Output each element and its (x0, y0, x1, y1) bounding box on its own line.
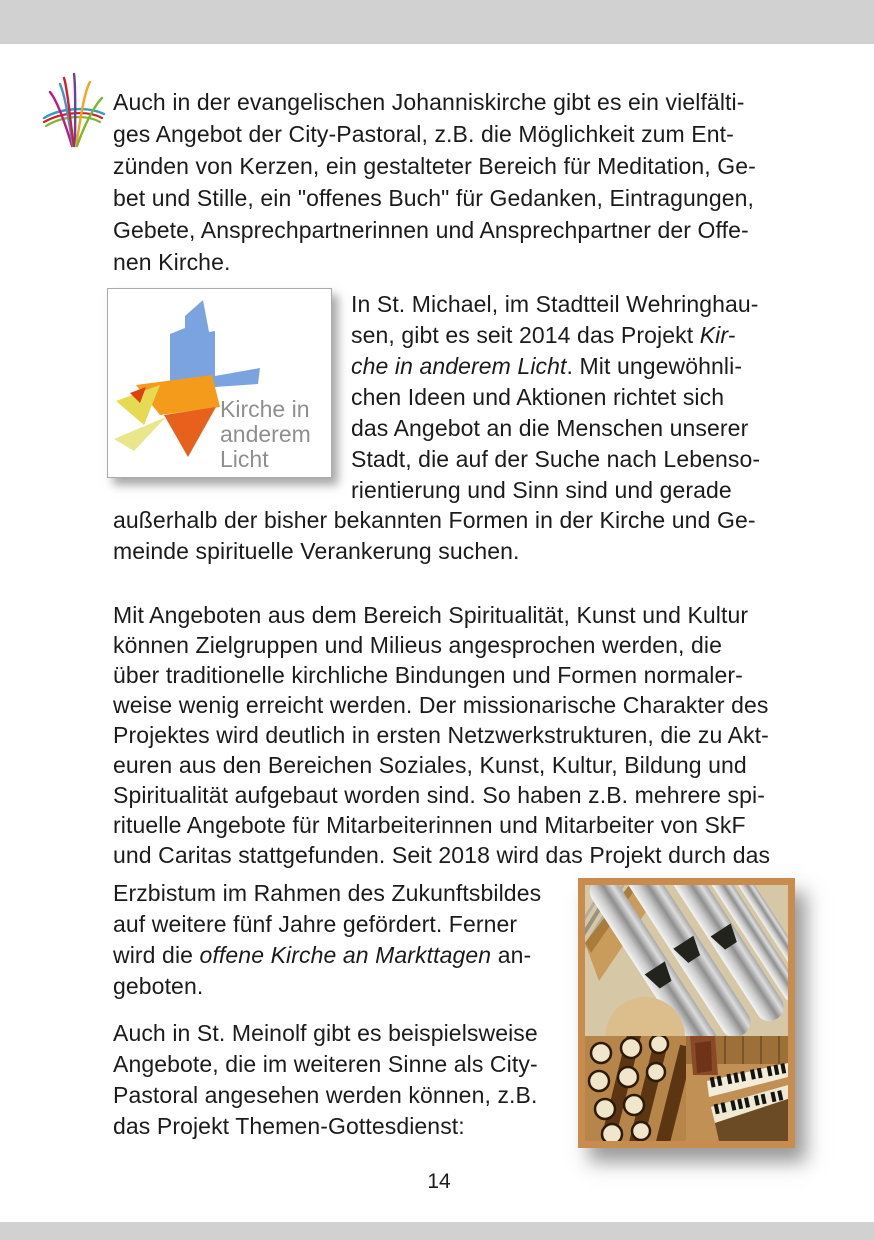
text-line: geboten. (113, 973, 204, 999)
italic-text: che in anderem Licht (351, 353, 567, 379)
bottom-margin-bar (0, 1222, 874, 1240)
text-line: In St. Michael, im Stadtteil Wehringhau- (351, 291, 759, 317)
paragraph-st-michael-beside-image (351, 289, 760, 506)
top-margin-bar (0, 0, 874, 44)
text-line: Stadt, die auf der Suche nach Lebenso- (351, 446, 761, 472)
kirche-caption-line: Kirche in (220, 396, 310, 422)
paragraph-st-meinolf (113, 1018, 538, 1142)
text-line: können Zielgruppen und Milieus angesprochen werden, die (113, 632, 723, 658)
colorful-arcs-cross-icon (42, 72, 108, 152)
text-segment: wird die (113, 942, 200, 968)
text-line: bet und Stille, ein "offenes Buch" für Gedanken, Eintragungen, (113, 185, 754, 211)
text-line: Mit Angeboten aus dem Bereich Spiritualität, Kunst und Kultur (113, 602, 749, 628)
text-line: auf weitere fünf Jahre gefördert. Ferner (113, 911, 518, 937)
paragraph-johanniskirche (113, 86, 756, 278)
pale-yellow-shape (114, 417, 166, 451)
deep-orange-shape (164, 407, 216, 457)
text-line: euren aus den Bereichen Soziales, Kunst, Kultur, Bildung und (113, 752, 747, 778)
text-segment: . Mit ungewöhnli- (566, 353, 743, 379)
kirche-in-anderem-licht-image (107, 288, 332, 478)
text-line: nen Kirche. (113, 249, 231, 275)
text-line: Angebote, die im weiteren Sinne als City- (113, 1051, 538, 1077)
kirche-caption-line: Licht (220, 446, 269, 472)
text-line: Pastoral angesehen werden können, z.B. (113, 1082, 538, 1108)
text-line: das Projekt Themen-Gottesdienst: (113, 1113, 465, 1139)
text-line: Erzbistum im Rahmen des Zukunftsbildes (113, 880, 542, 906)
organ-collage-image (578, 878, 795, 1148)
text-line: über traditionelle kirchliche Bindungen und Formen normaler- (113, 662, 743, 688)
organ-stop-knobs-photo (585, 1032, 694, 1141)
text-line: das Angebot an die Menschen unserer (351, 415, 749, 441)
paragraph-st-michael-full-width (113, 505, 756, 567)
text-line: Auch in St. Meinolf gibt es beispielsweise (113, 1020, 538, 1046)
text-line (113, 940, 541, 971)
text-line: chen Ideen und Aktionen richtet sich (351, 384, 725, 410)
text-line (351, 320, 760, 351)
italic-text: offene Kirche an Markttagen (199, 942, 492, 968)
text-segment: sen, gibt es seit 2014 das Projekt (351, 322, 700, 348)
kirche-caption-line: anderem (220, 421, 311, 447)
text-line: rituelle Angebote für Mitarbeiterinnen und Mitarbeiter von SkF (113, 812, 746, 838)
paragraph-angebote-full-width (113, 600, 770, 870)
text-line: ges Angebot der City-Pastoral, z.B. die Möglichkeit zum Ent- (113, 121, 734, 147)
text-line: Spiritualität aufgebaut worden sind. So haben z.B. mehrere spi- (113, 782, 765, 808)
text-line: Projektes wird deutlich in ersten Netzwerkstrukturen, die zu Akt- (113, 722, 769, 748)
text-line: Gebete, Ansprechpartnerinnen und Ansprechpartner der Offe- (113, 217, 749, 243)
text-line: außerhalb der bisher bekannten Formen in der Kirche und Ge- (113, 507, 756, 533)
text-line (351, 351, 760, 382)
text-line: meinde spirituelle Verankerung suchen. (113, 538, 520, 564)
text-line: weise wenig erreicht werden. Der missionarische Charakter des (113, 692, 769, 718)
text-line: zünden von Kerzen, ein gestalteter Bereich für Meditation, Ge- (113, 153, 756, 179)
text-line: und Caritas stattgefunden. Seit 2018 wird das Projekt durch das (113, 842, 771, 868)
text-line: rientierung und Sinn sind und gerade (351, 477, 732, 503)
text-segment: an- (491, 942, 532, 968)
text-line: Auch in der evangelischen Johanniskirche gibt es ein vielfälti- (113, 89, 745, 115)
italic-text: Kir- (699, 322, 736, 348)
paragraph-erzbistum-beside-image (113, 878, 541, 1002)
page-number: 14 (427, 1170, 451, 1193)
organ-keyboard-photo (686, 1036, 788, 1141)
